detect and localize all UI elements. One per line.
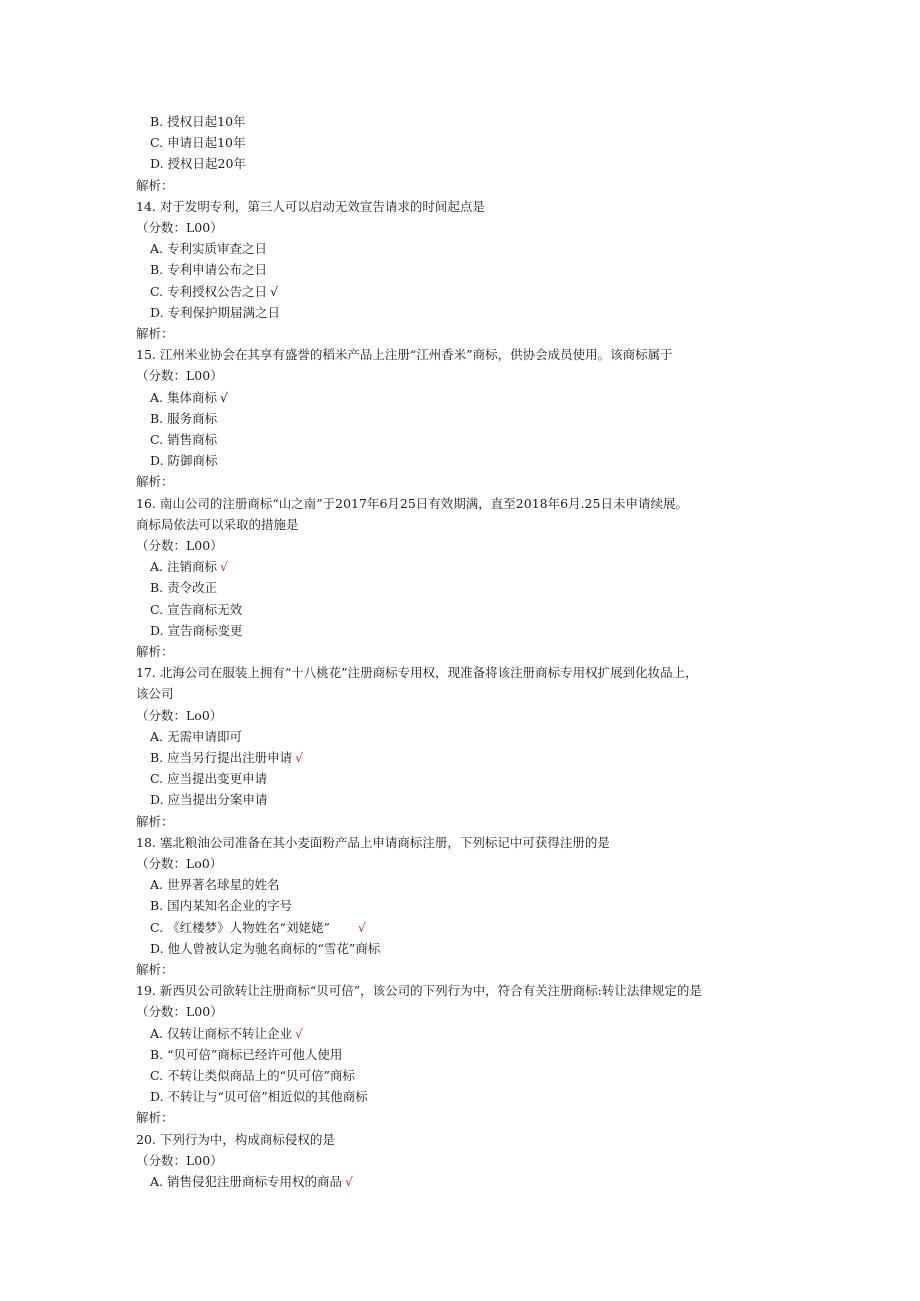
line-text: 解析：: [136, 644, 174, 659]
question-text: [136, 495, 688, 513]
score-note: [136, 537, 223, 555]
line-text: （分数：L00）: [136, 538, 223, 553]
line-text: B. 授权日起10年: [150, 114, 246, 129]
score-note: [136, 855, 222, 873]
line-text: 解析：: [136, 813, 174, 829]
line-text: （分数：Lo0）: [136, 707, 223, 723]
line-text: A. 世界著名球星的姓名: [150, 877, 280, 893]
line-text: C. 销售商标: [150, 432, 218, 447]
score-note: [136, 1003, 223, 1021]
line-text: D. 他人曾被认定为驰名商标的“雪花”商标: [150, 940, 381, 956]
line-text: 20. 下列行为中，构成商标侵权的是: [136, 1131, 335, 1147]
option-item: [150, 283, 278, 301]
question-text: [136, 1109, 174, 1127]
option-item: [150, 304, 280, 322]
line-text: D. 应当提出分案申请: [150, 792, 268, 808]
option-item: [150, 1025, 303, 1043]
option-item: [150, 770, 267, 788]
question-text: [136, 177, 174, 195]
option-item: [150, 876, 279, 894]
line-text: 商标局依法可以采取的措施是: [136, 516, 299, 532]
question-text: [136, 961, 174, 979]
line-text: 解析：: [136, 177, 174, 193]
check-mark-icon: √: [219, 559, 228, 575]
question-text: [136, 643, 174, 661]
line-text: A. 销售侵犯注册商标专用权的商品: [150, 1174, 342, 1189]
line-text: D. 宣告商标变更: [150, 622, 243, 638]
option-item: [150, 749, 303, 767]
option-item: [150, 728, 242, 746]
question-text: [136, 813, 174, 831]
option-item: [150, 452, 218, 470]
line-text: B. 专利申请公布之日: [150, 262, 268, 278]
line-text: 16. 南山公司的注册商标“山之南”于2017年6月25日有效期满，直至2018年6月.25日未申请续展。: [136, 495, 688, 511]
line-text: （分数：L00）: [136, 1004, 223, 1020]
line-text: 17. 北海公司在服装上拥有“十八桃花”注册商标专用权，现准备将该注册商标专用权扩展到化妆品上，: [136, 665, 698, 681]
check-mark-icon: √: [295, 750, 304, 765]
line-text: 解析：: [136, 326, 174, 341]
line-text: D. 授权日起20年: [150, 156, 246, 172]
line-text: B. 国内某知名企业的字号: [150, 898, 293, 914]
line-text: （分数：Lo0）: [136, 856, 223, 871]
question-text: [136, 346, 673, 364]
question-text: [136, 834, 610, 852]
line-text: D. 专利保护期届满之日: [150, 304, 281, 320]
question-text: [136, 198, 485, 216]
option-item: [150, 1088, 368, 1106]
line-text: C. 不转让类似商品上的“贝可倍”商标: [150, 1068, 355, 1083]
check-mark-icon: √: [357, 919, 366, 935]
line-text: C. 《红楼梦》人物姓名“刘姥姥”: [150, 919, 355, 935]
option-item: [150, 261, 267, 279]
line-text: 19. 新西贝公司欲转让注册商标“贝可倍”，该公司的下列行为中，符合有关注册商标:转让法律规定的是: [136, 983, 702, 999]
option-item: [150, 240, 267, 258]
question-text: [136, 1131, 335, 1149]
option-item: [150, 1173, 353, 1191]
option-item: [150, 919, 366, 937]
option-item: [150, 601, 242, 619]
line-text: 18. 塞北粮油公司准备在其小麦面粉产品上申请商标注册，下列标记中可获得注册的是: [136, 834, 610, 850]
line-text: D. 不转让与“贝可倍”相近似的其他商标: [150, 1089, 368, 1105]
line-text: B. 责令改正: [150, 580, 218, 596]
option-item: [150, 791, 268, 809]
option-item: [150, 155, 246, 173]
line-text: 解析：: [136, 1110, 174, 1126]
line-text: 该公司: [136, 686, 174, 702]
line-text: A. 无需申请即可: [150, 728, 242, 744]
line-text: C. 应当提出变更申请: [150, 771, 268, 787]
line-text: C. 专利授权公告之日: [150, 283, 268, 299]
line-text: A. 注销商标: [150, 559, 217, 575]
line-text: A. 仅转让商标不转让企业: [150, 1025, 292, 1041]
check-mark-icon: √: [219, 389, 228, 405]
question-text: [136, 664, 698, 682]
question-text: [136, 982, 702, 1000]
option-item: [150, 1067, 355, 1085]
line-text: B. 应当另行提出注册申请: [150, 750, 293, 765]
check-mark-icon: √: [270, 283, 279, 299]
line-text: 解析：: [136, 962, 174, 977]
question-text: [136, 325, 174, 343]
line-text: C. 申请日起10年: [150, 135, 246, 151]
option-item: [150, 410, 217, 428]
option-item: [150, 558, 228, 576]
question-text: [136, 516, 299, 534]
line-text: A. 集体商标: [150, 389, 217, 405]
line-text: B. 服务商标: [150, 410, 218, 426]
line-text: 15. 江州米业协会在其享有盛誉的稻米产品上注册“江州香米”商标，供协会成员使用。该商标属于: [136, 347, 673, 363]
option-item: [150, 579, 217, 597]
option-item: [150, 389, 228, 407]
option-item: [150, 940, 380, 958]
line-text: 解析：: [136, 474, 174, 490]
line-text: D. 防御商标: [150, 453, 218, 469]
option-item: [150, 134, 245, 152]
option-item: [150, 113, 246, 131]
line-text: B. “贝可倍”商标已经许可他人使用: [150, 1046, 343, 1062]
score-note: [136, 1152, 223, 1170]
line-text: （分数：L00）: [136, 220, 223, 235]
score-note: [136, 219, 223, 237]
score-note: [136, 367, 223, 385]
question-text: [136, 473, 174, 491]
line-text: C. 宣告商标无效: [150, 601, 243, 617]
check-mark-icon: √: [294, 1025, 303, 1041]
check-mark-icon: √: [344, 1174, 353, 1189]
line-text: 14. 对于发明专利，第三人可以启动无效宣告请求的时间起点是: [136, 198, 485, 214]
option-item: [150, 431, 217, 449]
option-item: [150, 622, 243, 640]
option-item: [150, 1046, 342, 1064]
question-text: [136, 685, 174, 703]
line-text: （分数：L00）: [136, 368, 223, 384]
score-note: [136, 707, 222, 725]
line-text: A. 专利实质审查之日: [150, 241, 267, 257]
line-text: （分数：L00）: [136, 1152, 223, 1168]
option-item: [150, 897, 292, 915]
